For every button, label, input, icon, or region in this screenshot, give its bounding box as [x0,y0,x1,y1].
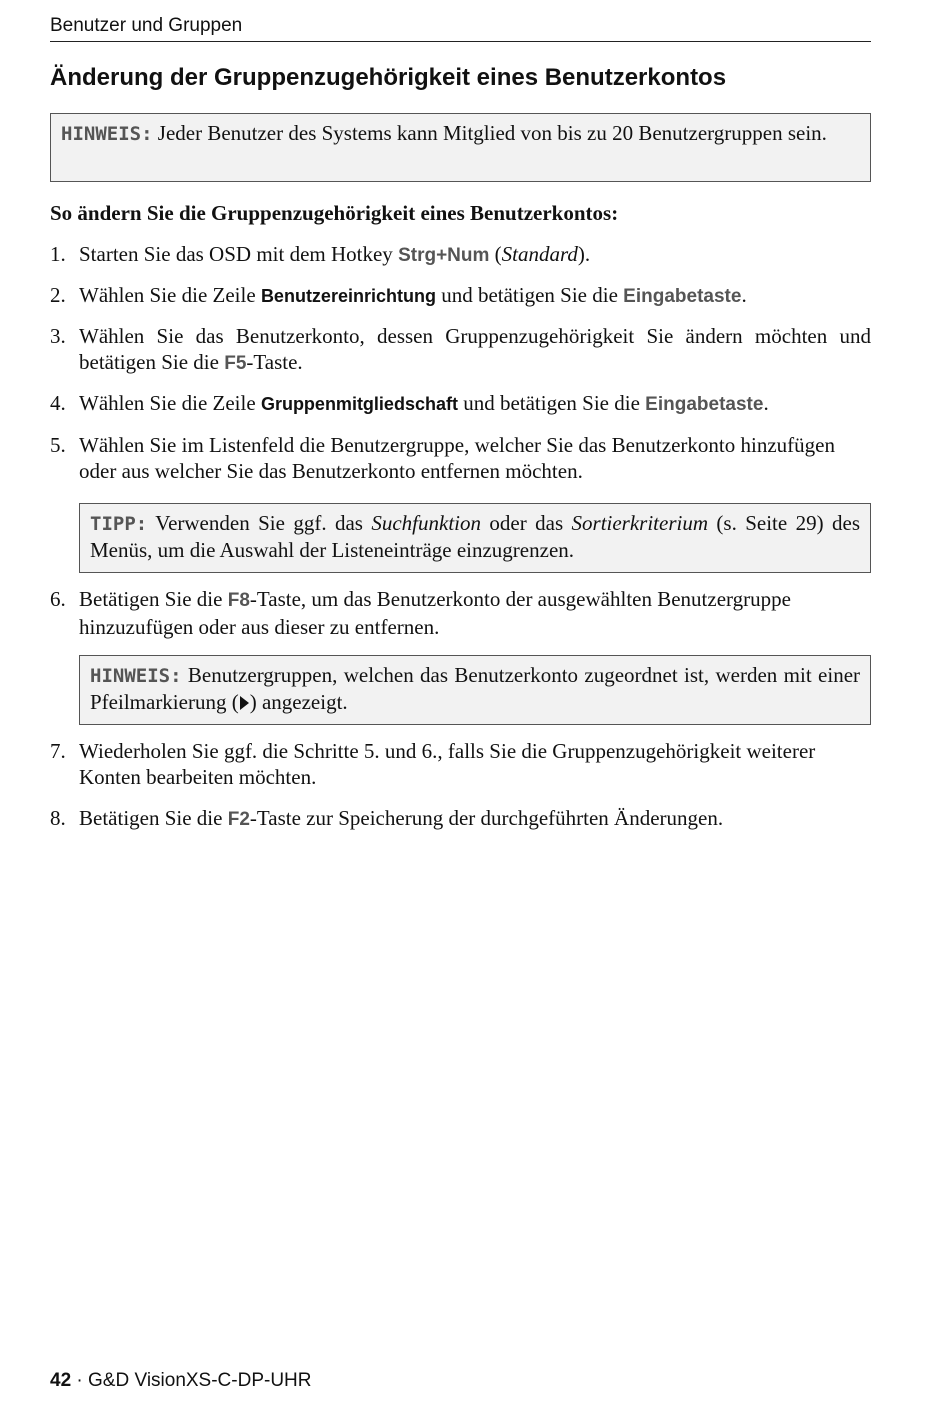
text-run: -Taste, um das Benutzerkonto der ausgewählten Benutzergruppe hinzuzufügen oder aus dieser zu entfernen. [79,587,791,639]
note-box-group-limit [50,113,871,182]
running-header-title: Benutzer und Gruppen [50,15,243,36]
page-number: 42 [50,1370,72,1391]
note-label: HINWEIS: [61,123,153,145]
running-header [50,13,871,42]
step-text [79,390,871,418]
step-number: 2. [50,283,66,307]
step-number: 1. [50,242,66,266]
key-name: F8 [227,590,250,611]
tip-label: TIPP: [90,513,148,535]
step-number: 4. [50,391,66,415]
step-number: 8. [50,806,66,830]
text-run: Verwenden Sie ggf. das [155,511,372,535]
text-run: Wählen Sie die Zeile [79,391,261,415]
step-text [79,586,871,640]
step-text [79,241,871,269]
step-3 [50,323,871,377]
text-run: und betätigen Sie die [435,283,624,307]
text-run: . [741,283,747,307]
step-number: 5. [50,433,66,457]
step-1 [50,241,871,269]
key-name: Eingabetaste [645,394,764,415]
step-text: Wiederholen Sie ggf. die Schritte 5. und 6., falls Sie die Gruppenzugehörigkeit weiterer Konten bearbeiten möchten. [79,739,816,789]
text-run: Wählen Sie die Zeile [79,283,261,307]
emphasis: Standard [501,242,578,266]
step-4 [50,390,871,418]
step-7 [50,738,871,790]
text-run: ). [577,242,591,266]
step-5 [50,432,871,484]
text-run: oder das [481,511,572,535]
footer-separator: · [71,1370,89,1391]
menu-item-name: Benutzereinrichtung [260,286,436,306]
page-title: Änderung der Gruppenzugehörigkeit eines Benutzerkontos [50,64,727,91]
text-run: -Taste zur Speicherung der durchgeführten Änderungen. [249,806,724,830]
text-run: ) angezeigt. [249,690,348,714]
text-run: Wählen Sie das Benutzerkonto, dessen Gruppenzugehörigkeit Sie ändern möchten und betätigen Sie die [79,324,871,374]
note-text: Jeder Benutzer des Systems kann Mitglied von bis zu 20 Benutzergruppen sein. [157,121,827,145]
step-8 [50,805,871,833]
note-label: HINWEIS: [90,665,182,687]
text-run: -Taste. [246,350,303,374]
step-text [79,282,871,310]
step-number: 6. [50,587,66,611]
text-run: (s. Seite 29) des Menüs, um die Auswahl der Listeneinträge einzugrenzen. [90,511,860,562]
hotkey: Strg+Num [398,245,490,266]
step-text: Wählen Sie im Listenfeld die Benutzergruppe, welcher Sie das Benutzerkonto hinzufügen oder aus welcher Sie das Benutzerkonto entfernen möchten. [79,433,835,483]
tip-box [79,503,871,573]
emphasis: Suchfunktion [371,511,482,535]
step-text [79,323,871,377]
text-run: Betätigen Sie die [79,587,228,611]
text-run: Starten Sie das OSD mit dem Hotkey [79,242,399,266]
step-number: 3. [50,324,66,348]
step-text [79,805,871,833]
menu-item-name: Gruppenmitgliedschaft [260,394,458,414]
note-box-arrow-marker [79,655,871,725]
emphasis: Sortierkriterium [571,511,709,535]
page-footer [50,1368,312,1394]
product-name: G&D VisionXS-C-DP-UHR [88,1370,312,1391]
text-run: . [763,391,769,415]
step-6 [50,586,871,640]
triangle-right-icon [240,696,249,710]
step-number: 7. [50,739,66,763]
text-run: Benutzergruppen, welchen das Benutzerkonto zugeordnet ist, werden mit einer Pfeilmarkierung ( [90,663,861,714]
step-2 [50,282,871,310]
procedure-heading: So ändern Sie die Gruppenzugehörigkeit eines Benutzerkontos: [50,201,619,225]
key-name: F5 [224,353,247,374]
text-run: ( [489,242,502,266]
text-run: und betätigen Sie die [457,391,646,415]
text-run: Betätigen Sie die [79,806,228,830]
key-name: Eingabetaste [623,286,742,307]
key-name: F2 [227,809,250,830]
